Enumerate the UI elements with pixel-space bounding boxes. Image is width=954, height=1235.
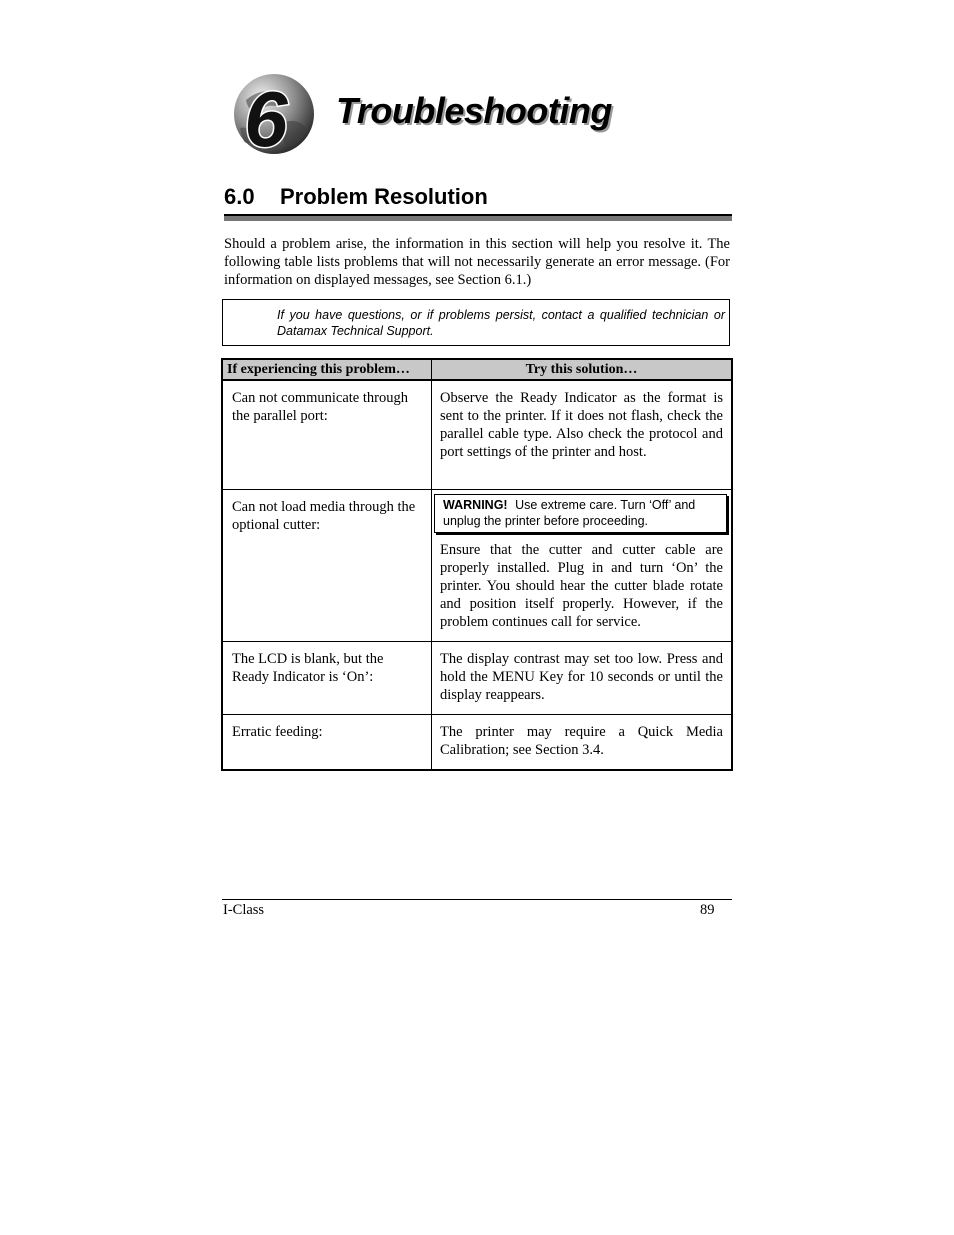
footer-rule [222,899,732,900]
chapter-number: 6 [244,75,288,160]
table-row [222,380,732,490]
warning-label: WARNING! [443,498,508,512]
chapter-globe-icon [226,70,316,160]
section-title: Problem Resolution [280,184,488,209]
section-number: 6.0 [224,184,255,209]
footer-product: I-Class [223,902,265,918]
solution-text: Ensure that the cutter and cutter cable are properly installed. Plug in and turn ‘On’ the printer. You should hear the cutter blade rotate and position itself properly. However, if the problem continues call for service. [440,542,723,630]
problem-cell: Can not communicate through the parallel port: [222,380,432,490]
troubleshooting-table [221,358,733,771]
problem-cell: Erratic feeding: [222,715,432,771]
solution-cell: The printer may require a Quick Media Calibration; see Section 3.4. [432,715,733,771]
chapter-title: Troubleshooting [336,90,612,131]
table-row [222,490,732,642]
intro-paragraph: Should a problem arise, the information in this section will help you resolve it. The following table lists problems that will not necessarily generate an error message. (For information on displayed messages, see Section 6.1.) [224,236,730,288]
section-heading [224,184,732,210]
table-header-row [222,359,732,380]
header-problem: If experiencing this problem… [222,359,432,380]
solution-cell: Observe the Ready Indicator as the format is sent to the printer. If it does not flash, check the parallel cable type. Also check the protocol and port settings of the printer and host. [432,380,733,490]
note-text: If you have questions, or if problems persist, contact a qualified technician or Datamax Technical Support. [277,308,725,338]
warning-box [434,494,727,533]
table-row [222,642,732,715]
solution-cell [432,490,733,642]
problem-cell: Can not load media through the optional cutter: [222,490,432,642]
table-row [222,715,732,771]
footer-page-number: 89 [700,902,715,918]
heading-rule [224,214,732,221]
solution-cell: The display contrast may set too low. Press and hold the MENU Key for 10 seconds or until the display reappears. [432,642,733,715]
header-solution: Try this solution… [432,359,733,380]
warning-text: Use extreme care. Turn ‘Off’ and unplug the printer before proceeding. [443,498,696,528]
note-box [222,299,730,346]
problem-cell: The LCD is blank, but the Ready Indicator is ‘On’: [222,642,432,715]
